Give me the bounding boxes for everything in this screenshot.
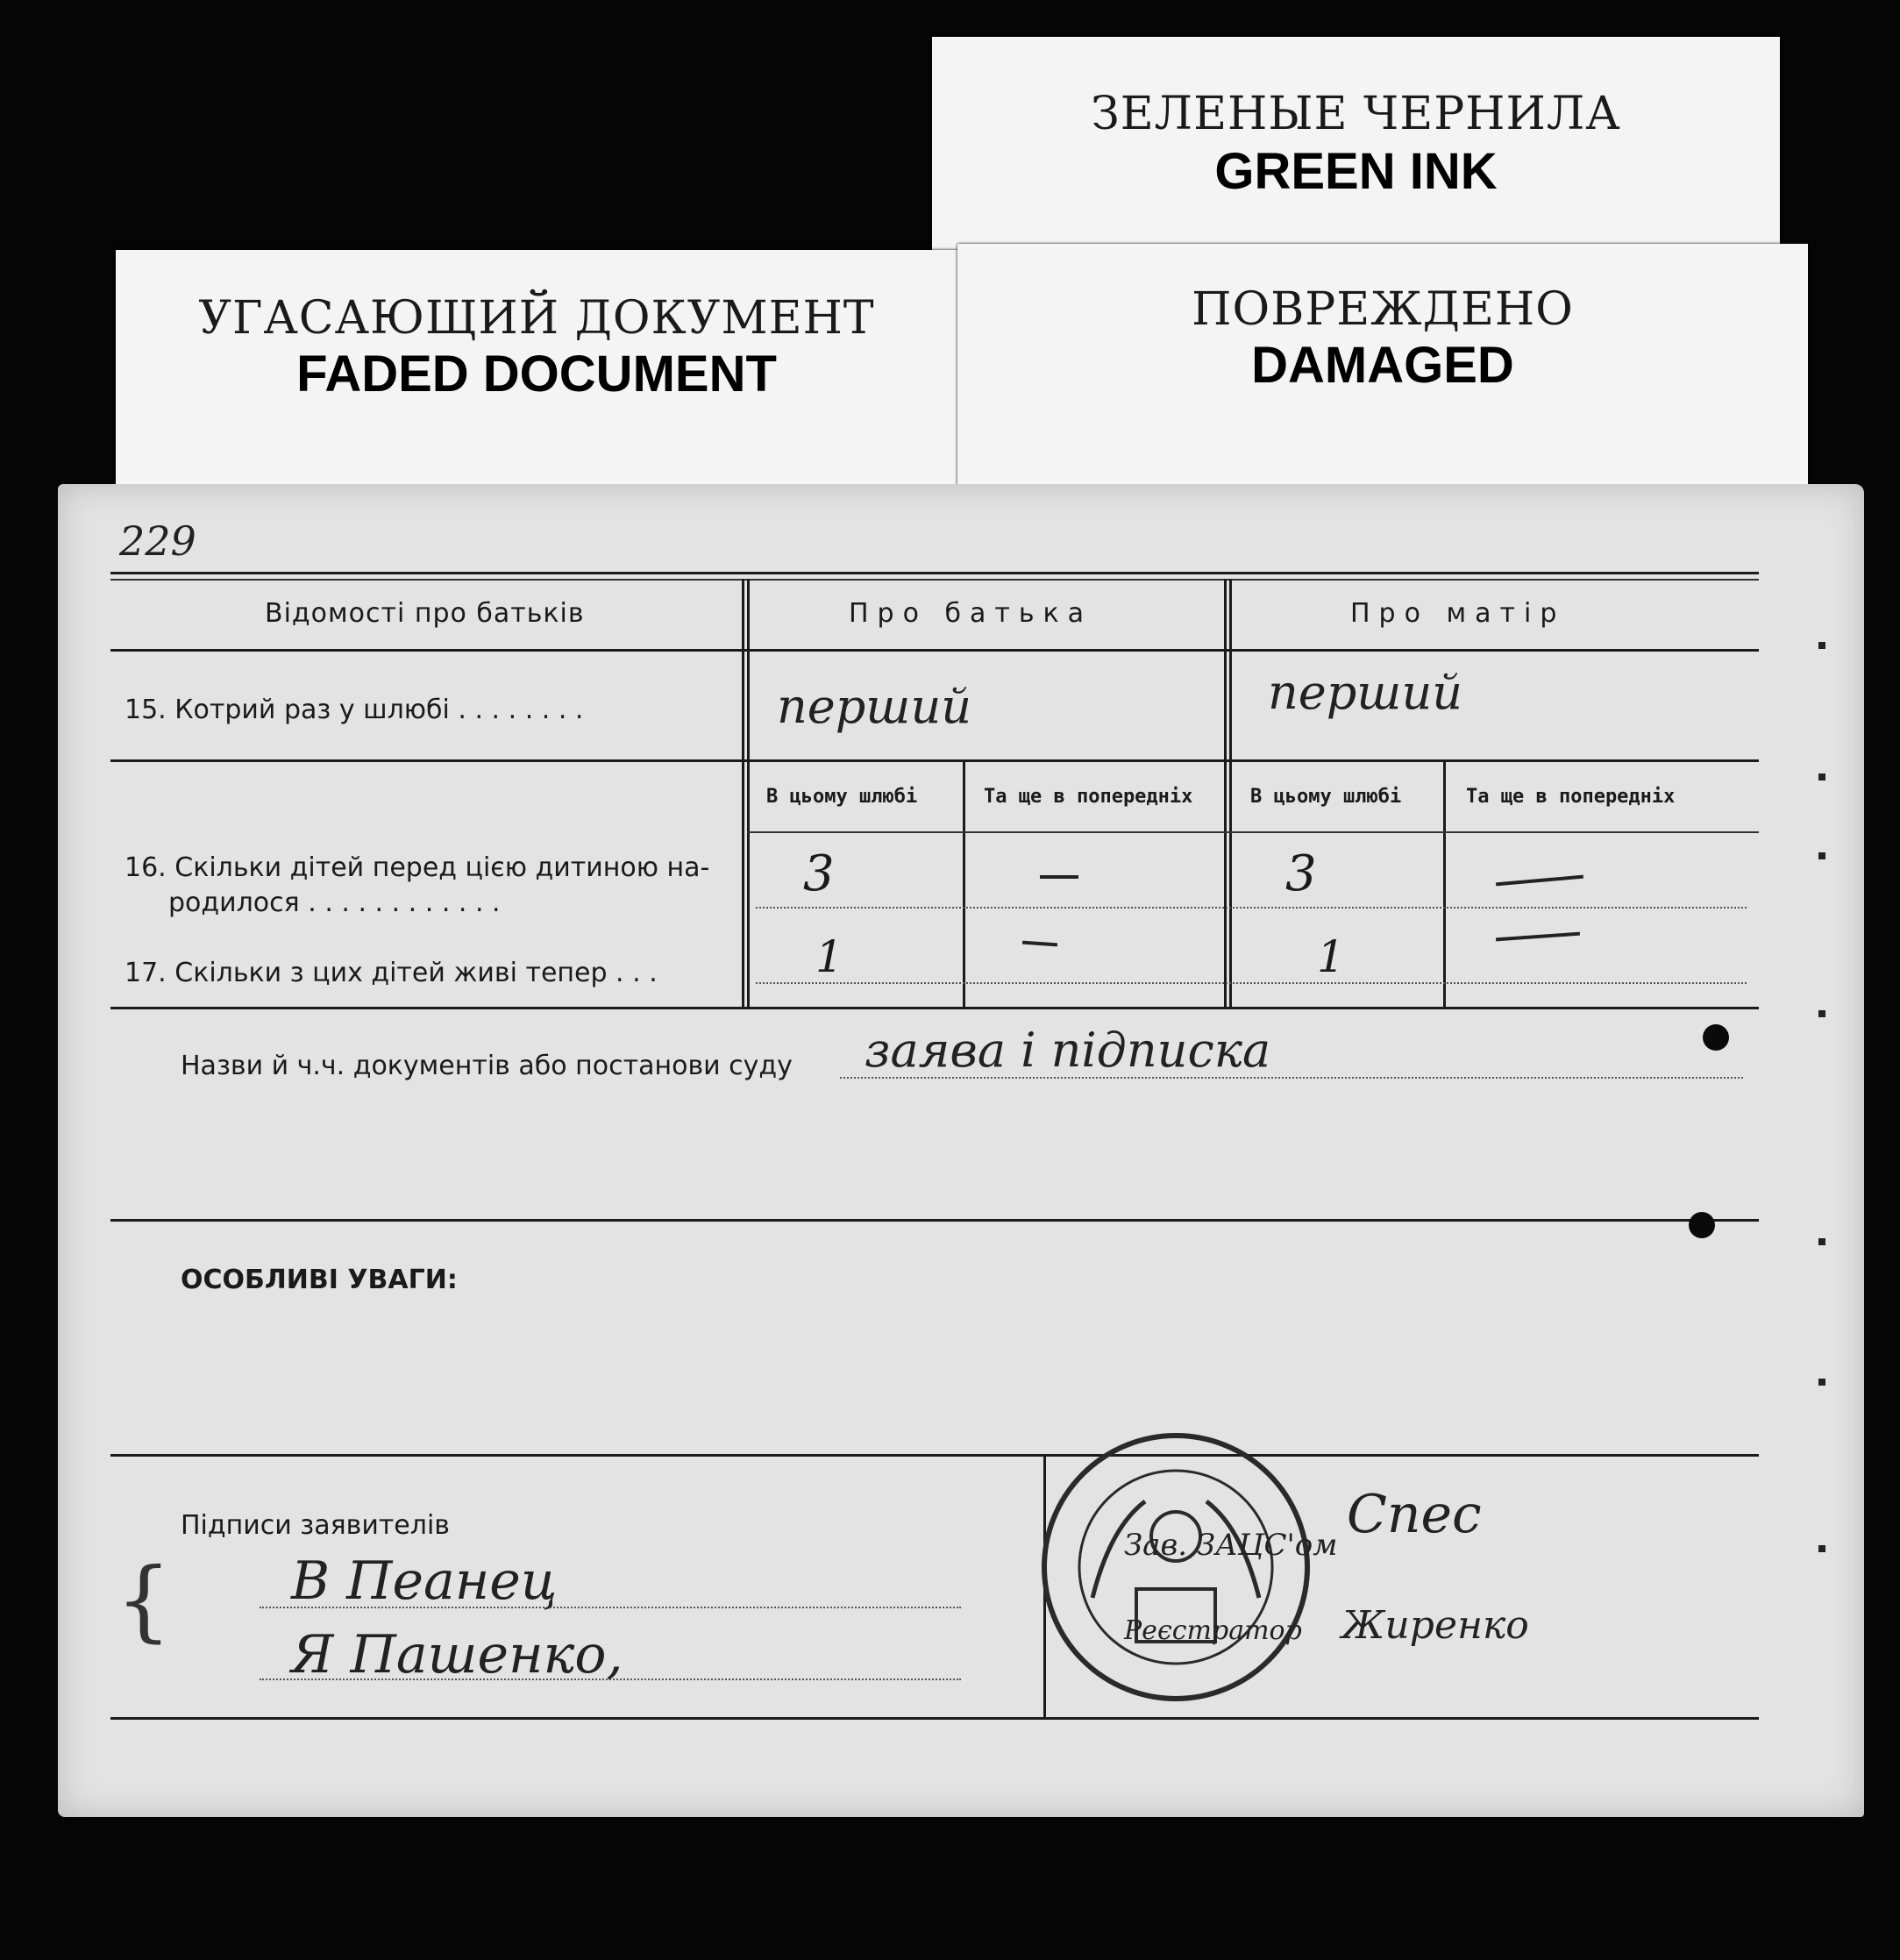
signatures-label: Підписи заявителів [181, 1510, 450, 1541]
row15-bottom-rule [110, 759, 1759, 762]
row16-dotted-rule [756, 907, 1747, 909]
column-divider-1b [747, 579, 750, 1007]
signatures-top-rule [110, 1454, 1759, 1457]
edge-mark [1818, 1010, 1825, 1017]
documents-dotted-rule [840, 1077, 1743, 1079]
documents-label: Назви й ч.ч. документів або постанови суду [181, 1051, 793, 1081]
registrar-label: Реєстратор [1124, 1615, 1302, 1646]
round-stamp [1031, 1422, 1320, 1712]
subheader-father-this-marriage: В цьому шлюбі [766, 786, 918, 808]
subcolumn-divider-father [963, 759, 965, 1007]
binding-hole [1689, 1212, 1715, 1238]
subheader-father-previous: Та ще в попередніх [984, 786, 1193, 808]
subheader-bottom-rule [747, 831, 1759, 833]
binding-hole [1703, 1024, 1729, 1051]
damaged-label-ru: ПОВРЕЖДЕНО [1192, 283, 1574, 336]
edge-mark [1818, 1238, 1825, 1245]
header-about-mother: Про матір [1350, 598, 1566, 629]
brace-glyph: { [116, 1549, 172, 1651]
edge-mark [1818, 773, 1825, 780]
green-ink-label-ru: ЗЕЛЕНЫЕ ЧЕРНИЛА [1091, 88, 1621, 140]
applicant-signature-1: В Пеанец [291, 1550, 558, 1612]
documents-value: заява і підписка [865, 1023, 1271, 1078]
faded-label-en: FADED DOCUMENT [296, 346, 777, 403]
row17-mother-prev-dash [1496, 932, 1580, 942]
page-number: 229 [119, 517, 196, 565]
row17-label: 17. Скільки з цих дітей живі тепер . . . [125, 958, 658, 988]
row17-father-prev-dash [1022, 941, 1057, 947]
row16-label-line2: родилося . . . . . . . . . . . . [168, 887, 501, 918]
edge-mark [1818, 642, 1825, 649]
applicant-signature-2: Я Пашенко, [291, 1624, 623, 1686]
registry-head-label: Зав. ЗАЦС'ом [1124, 1528, 1338, 1563]
registrar-signature: Жиренко [1341, 1603, 1529, 1648]
row16-father-this: 3 [803, 845, 835, 902]
remarks-top-rule [110, 1219, 1759, 1222]
row16-father-prev-dash [1040, 875, 1078, 879]
green-ink-label-en: GREEN INK [1214, 143, 1498, 200]
row15-father-value: перший [777, 679, 972, 734]
registry-head-signature: Спес [1347, 1484, 1482, 1545]
edge-mark [1818, 1545, 1825, 1552]
top-rule-thin [110, 579, 1759, 581]
faded-label-ru: УГАСАЮЩИЙ ДОКУМЕНТ [198, 292, 875, 345]
row16-mother-this: 3 [1285, 845, 1317, 902]
bottom-rule [110, 1717, 1759, 1720]
damaged-label-card [957, 244, 1808, 498]
registry-form-sheet [58, 484, 1864, 1817]
remarks-label: ОСОБЛИВІ УВАГИ: [181, 1265, 458, 1295]
header-parents-info: Відомості про батьків [265, 598, 585, 629]
faded-document-label-card [116, 250, 957, 504]
column-divider-2 [1224, 579, 1227, 1007]
column-divider-2b [1229, 579, 1232, 1007]
row17-father-this: 1 [815, 931, 843, 982]
damaged-label-en: DAMAGED [1251, 337, 1514, 394]
subheader-mother-previous: Та ще в попередніх [1466, 786, 1676, 808]
row16-mother-prev-dash [1496, 875, 1583, 887]
edge-mark [1818, 1379, 1825, 1386]
header-about-father: Про батька [849, 598, 1093, 629]
signature-line-2 [260, 1678, 961, 1680]
header-bottom-rule [110, 649, 1759, 652]
row17-mother-this: 1 [1317, 931, 1345, 982]
edge-mark [1818, 852, 1825, 859]
column-divider-1 [742, 579, 744, 1007]
subheader-mother-this-marriage: В цьому шлюбі [1250, 786, 1402, 808]
top-rule [110, 572, 1759, 574]
row15-label: 15. Котрий раз у шлюбі . . . . . . . . [125, 695, 584, 725]
table-bottom-rule [110, 1007, 1759, 1009]
row17-dotted-rule [756, 982, 1747, 984]
row15-mother-value: перший [1268, 665, 1463, 720]
subcolumn-divider-mother [1443, 759, 1446, 1007]
signature-line-1 [260, 1607, 961, 1608]
row16-label-line1: 16. Скільки дітей перед цією дитиною на- [125, 852, 710, 883]
